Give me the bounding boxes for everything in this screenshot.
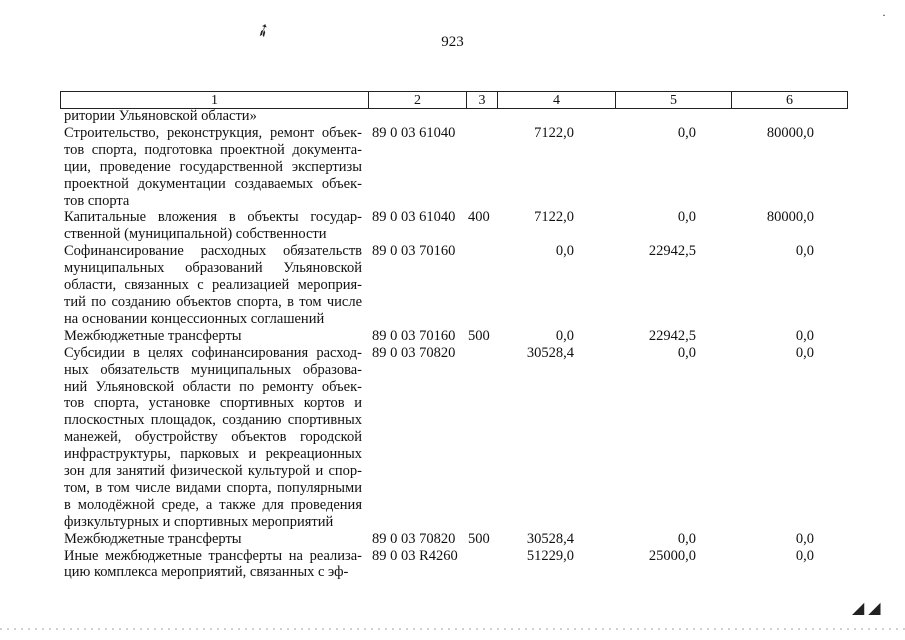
row-value-4: 0,0	[555, 327, 574, 344]
description-line: ции, проведение государственной экспертизы	[64, 158, 362, 175]
description-line: тов спорта, подготовка проектной документа-	[64, 141, 362, 158]
row-description	[64, 108, 362, 125]
header-col-3: 3	[467, 92, 498, 108]
row-code: 89 0 03 61040	[372, 124, 456, 141]
description-line: тий по созданию объектов спорта, в том числе	[64, 293, 362, 310]
description-line: области, связанных с реализацией мероприя-	[64, 277, 362, 294]
description-line: плоскостных площадок, созданию спортивных	[64, 412, 362, 429]
header-col-5: 5	[616, 92, 732, 108]
scan-mark-right: ·	[882, 8, 886, 22]
table-row	[64, 209, 844, 243]
header-col-4: 4	[498, 92, 616, 108]
description-line: манежей, обустройству объектов городской	[64, 429, 362, 446]
description-line: Субсидии в целях софинансирования расход-	[64, 344, 362, 361]
row-value-4: 7122,0	[534, 209, 574, 226]
row-value-6: 0,0	[795, 243, 814, 260]
scan-mark-top: ➶	[251, 17, 275, 43]
row-description	[64, 125, 362, 210]
row-value-4: 51229,0	[526, 547, 574, 564]
description-line: ний Ульяновской области по ремонту объек-	[64, 378, 362, 395]
row-value-5: 22942,5	[648, 243, 696, 260]
description-line: том, в том числе видами спорта, популярными	[64, 479, 362, 496]
row-code: 89 0 03 70820	[372, 344, 456, 361]
row-type: 500	[468, 327, 490, 344]
row-code: 89 0 03 70820	[372, 530, 456, 547]
description-line: Софинансирование расходных обязательств	[64, 243, 362, 260]
description-line: Капитальные вложения в объекты государ-	[64, 209, 362, 226]
row-code: 89 0 03 70160	[372, 327, 456, 344]
row-description	[64, 209, 362, 243]
row-value-4: 0,0	[555, 243, 574, 260]
description-line: тов спорта, установке спортивных кортов и	[64, 395, 362, 412]
row-value-6: 0,0	[795, 547, 814, 564]
description-line: ных обязательств муниципальных образова-	[64, 361, 362, 378]
header-col-2: 2	[369, 92, 467, 108]
row-value-6: 0,0	[795, 530, 814, 547]
description-line: физкультурных и спортивных мероприятий	[64, 513, 334, 530]
description-line: в молодёжной среде, а также для проведения	[64, 496, 362, 513]
header-col-6: 6	[786, 93, 793, 108]
table-body	[64, 108, 844, 581]
row-value-6: 80000,0	[766, 124, 814, 141]
row-value-4: 30528,4	[526, 530, 574, 547]
table-row	[64, 345, 844, 531]
row-description	[64, 243, 362, 328]
scan-edge	[0, 628, 905, 630]
row-value-5: 25000,0	[648, 547, 696, 564]
row-code: 89 0 03 61040	[372, 209, 456, 226]
description-line: зон для занятий физической культурой и спор-	[64, 463, 362, 480]
description-line: на основании концессионных соглашений	[64, 310, 325, 327]
scan-mark-bottom: ◢ ◢	[852, 600, 881, 617]
row-value-6: 80000,0	[766, 209, 814, 226]
row-code: 89 0 03 70160	[372, 243, 456, 260]
row-value-4: 7122,0	[534, 124, 574, 141]
row-type: 400	[468, 209, 490, 226]
description-line: Межбюджетные трансферты	[64, 327, 242, 344]
table-row	[64, 243, 844, 328]
row-type: 500	[468, 530, 490, 547]
row-value-6: 0,0	[795, 327, 814, 344]
description-line: проектной документации создаваемых объек-	[64, 175, 362, 192]
table-row	[64, 548, 844, 582]
row-value-5: 22942,5	[648, 327, 696, 344]
row-description	[64, 328, 362, 345]
description-line: тов спорта	[64, 192, 130, 209]
row-value-6: 0,0	[795, 344, 814, 361]
row-value-5: 0,0	[677, 530, 696, 547]
page-number: 923	[441, 34, 464, 50]
row-description	[64, 548, 362, 582]
description-line: инфраструктуры, парковых и рекреационных	[64, 446, 362, 463]
row-description	[64, 531, 362, 548]
table-row	[64, 125, 844, 210]
header-col-1: 1	[61, 92, 369, 108]
row-value-5: 0,0	[677, 344, 696, 361]
description-line: муниципальных образований Ульяновской	[64, 260, 362, 277]
row-value-5: 0,0	[677, 124, 696, 141]
table-row	[64, 108, 844, 125]
row-description	[64, 345, 362, 531]
table-row	[64, 531, 844, 548]
description-line: цию комплекса мероприятий, связанных с эф-	[64, 564, 349, 581]
row-value-4: 30528,4	[526, 344, 574, 361]
description-line: ственной (муниципальной) собственности	[64, 226, 327, 243]
table-row	[64, 328, 844, 345]
description-line: ритории Ульяновской области»	[64, 108, 257, 124]
row-value-5: 0,0	[677, 209, 696, 226]
table-header	[60, 91, 848, 109]
description-line: Межбюджетные трансферты	[64, 530, 242, 547]
description-line: Иные межбюджетные трансферты на реализа-	[64, 547, 362, 564]
row-code: 89 0 03 R4260	[372, 547, 458, 564]
description-line: Строительство, реконструкция, ремонт объек-	[64, 124, 362, 141]
